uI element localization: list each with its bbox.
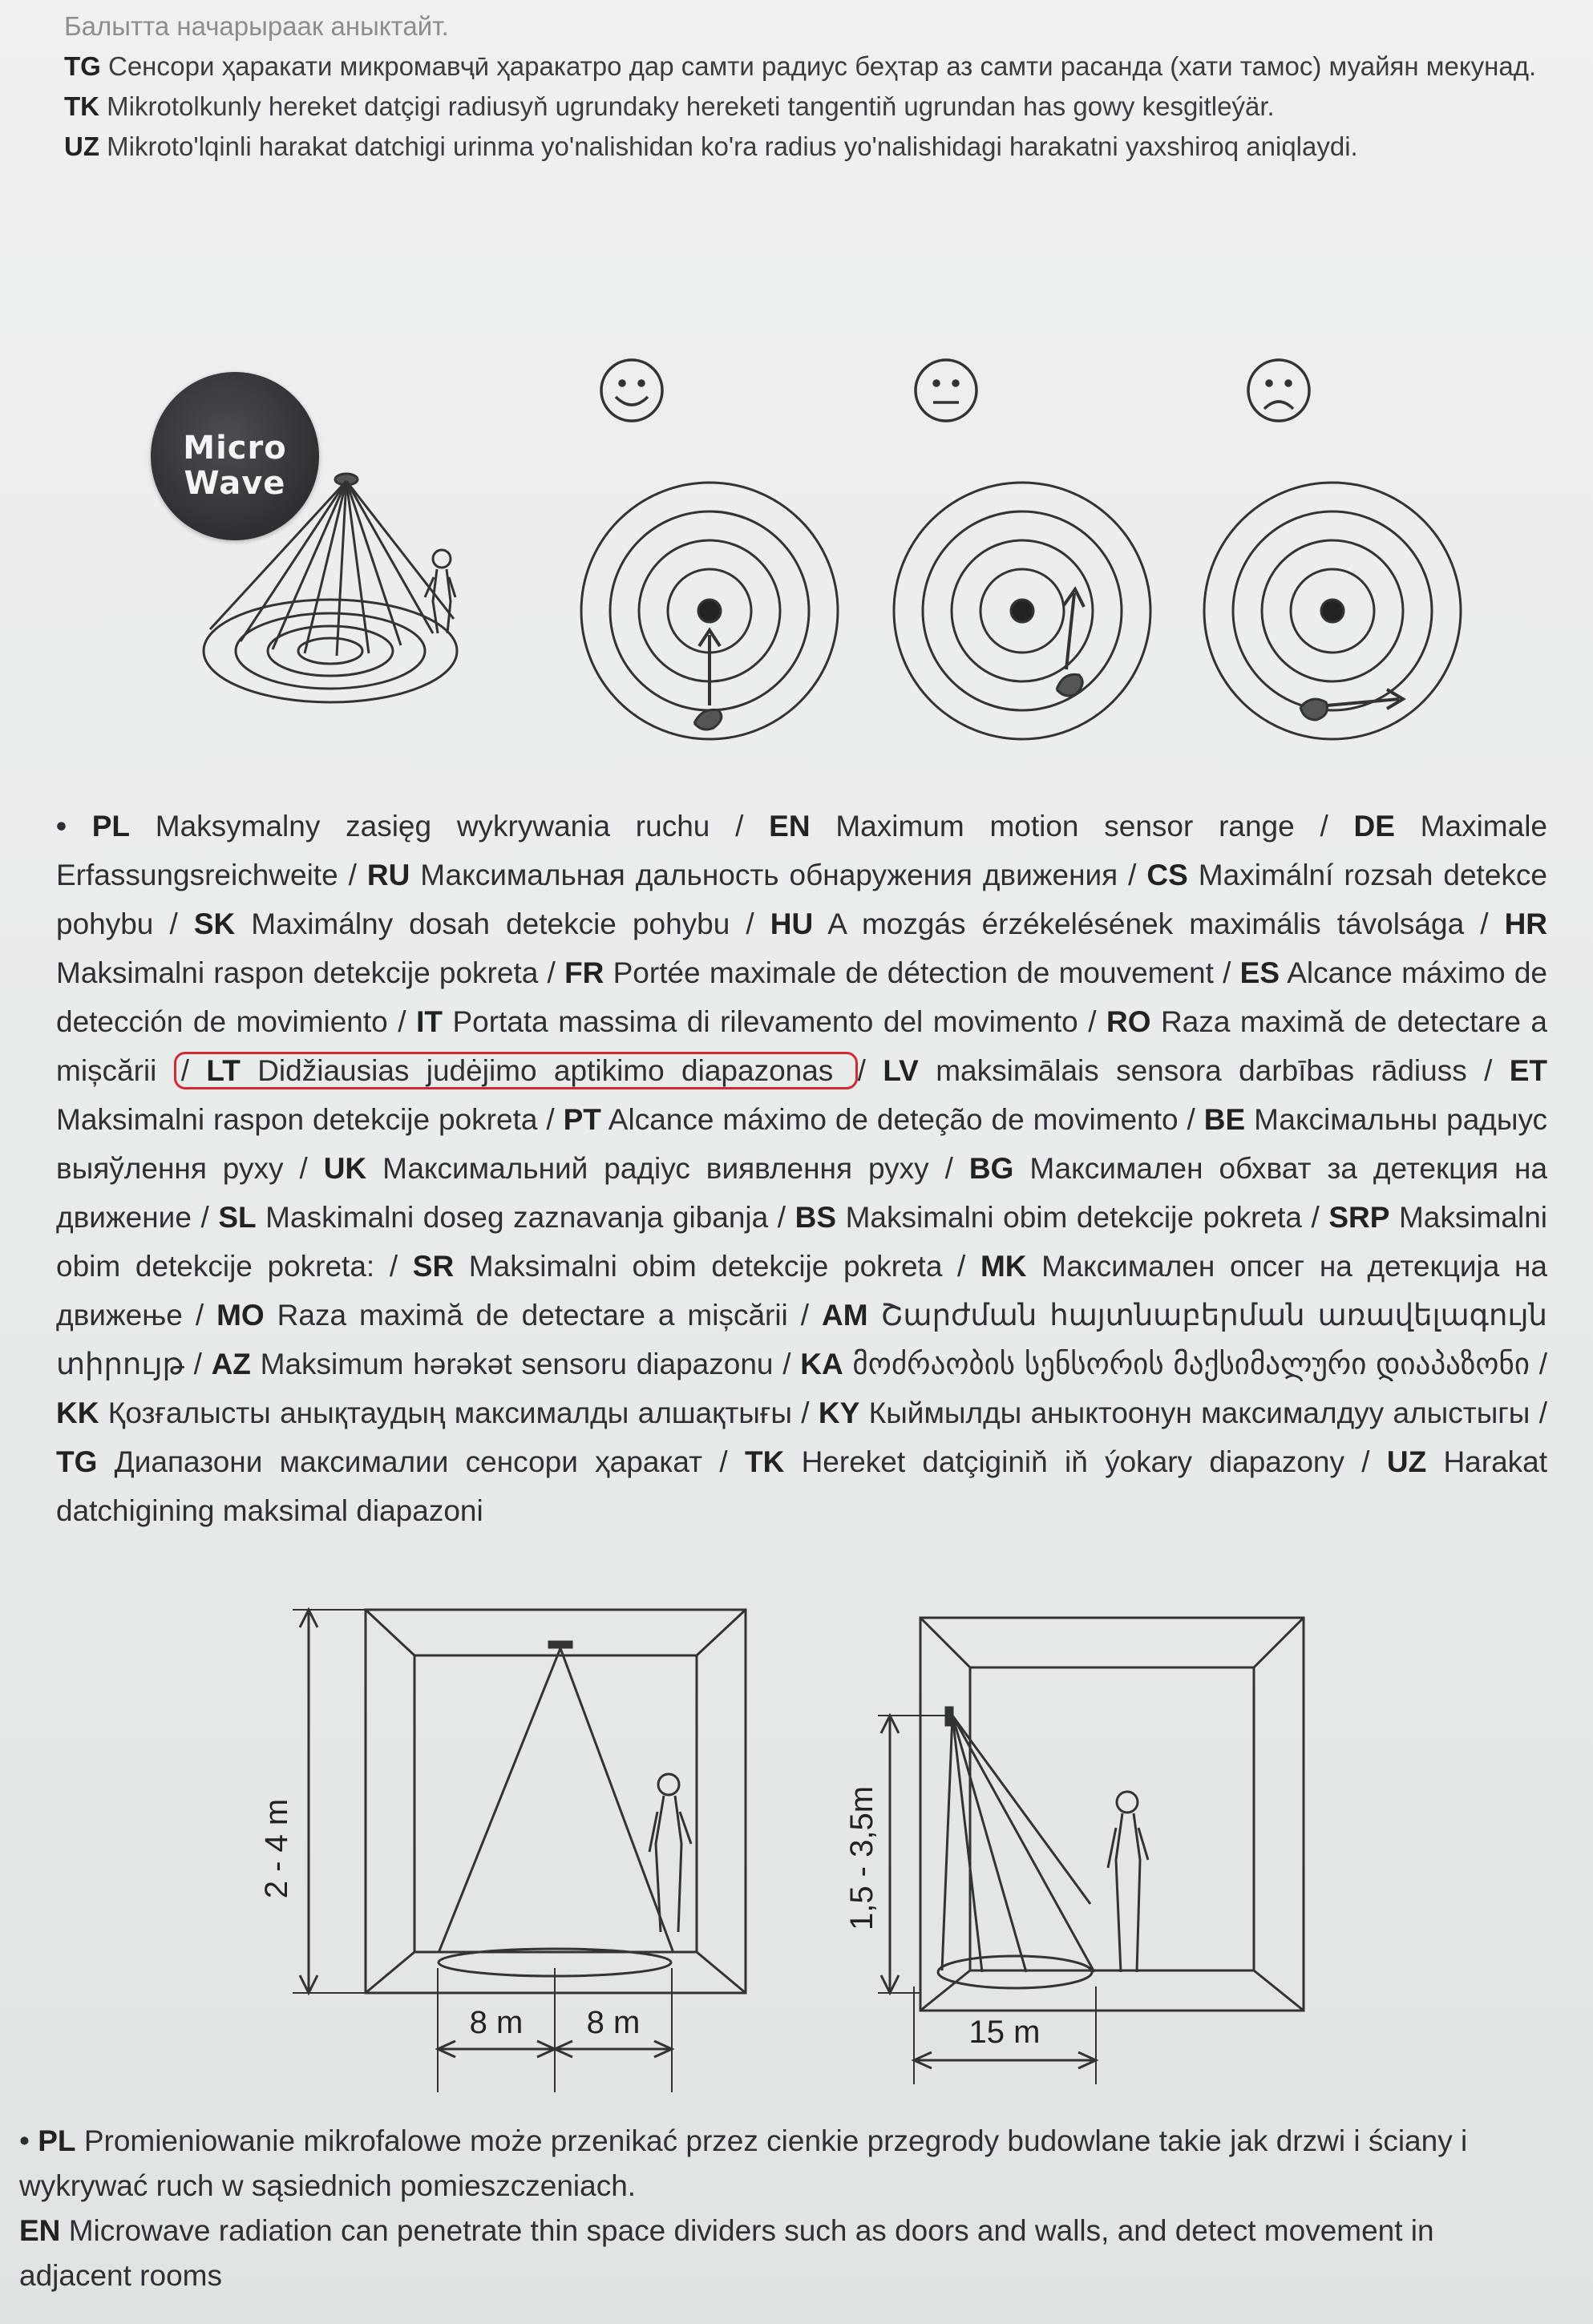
- range-entry-text: Didžiausias judėjimo aptikimo diapazonas: [240, 1054, 851, 1087]
- lang-code: TG: [56, 1445, 98, 1478]
- range-entry-text: Қозғалысты анықтаудың максималды алшақтығы: [99, 1396, 802, 1429]
- badge-line-1: Micro: [183, 430, 287, 467]
- range-entry-text: A mozgás érzékelésének maximális távolsága: [813, 907, 1481, 940]
- target-oblique-motion: [894, 483, 1150, 739]
- range-entry-text: Hereket datçiginiň iň ýokary diapazony: [784, 1445, 1362, 1478]
- lang-code: TK: [744, 1445, 785, 1478]
- lang-code: RO: [1106, 1005, 1151, 1038]
- bottom-en-text: Microwave radiation can penetrate thin space dividers such as doors and walls, and detect movement in adjacent rooms: [19, 2214, 1434, 2292]
- range-entry-tg: / TG Диапазони максималии сенсори ҳаракат: [56, 1396, 1547, 1478]
- right-span-label: 15 m: [968, 2015, 1041, 2050]
- range-entry-text: Максимальний радіус виявлення руху: [366, 1152, 945, 1185]
- range-entry-text: Maksimalni obim detekcije pokreta: [454, 1250, 958, 1283]
- range-entry-text: Harakat datchigining maksimal diapazoni: [56, 1445, 1547, 1527]
- lang-code: UZ: [64, 131, 99, 161]
- bottom-pl-text: Promieniowanie mikrofalowe może przenikać przez cienkie przegrody budowlane takie jak drzwi i ściany i wykrywać ruch w sąsiednich pomieszczeniach.: [19, 2124, 1468, 2202]
- lang-code: AM: [822, 1299, 868, 1332]
- range-entry-ka: / KA მოძრაობის სენსორის მაქსიმალური დიაპაზონი: [782, 1348, 1539, 1380]
- intro-tg-text: Сенсори ҳаракати микромавҷӣ ҳаракатро дар самти радиус беҳтар аз самти расанда (хати тамос) муайян мекунад.: [108, 51, 1537, 81]
- left-span-a-label: 8 m: [469, 2005, 524, 2040]
- smiley-neutral-icon: [916, 360, 976, 421]
- bullet: •: [56, 810, 92, 843]
- person-figure: [425, 550, 455, 633]
- lang-code: BG: [968, 1152, 1014, 1185]
- range-entry-srp: / SRP Maksimalni obim detekcije pokreta:: [56, 1201, 1548, 1283]
- lang-code: KK: [56, 1396, 99, 1429]
- range-entry-text: Maksimalni obim detekcije pokreta:: [56, 1201, 1548, 1283]
- range-entry-kk: / KK Қозғалысты анықтаудың максималды алшақтығы: [56, 1348, 1548, 1429]
- intro-line-0: Балытта начарыраак аныктайт.: [64, 11, 449, 41]
- lang-code: DE: [1353, 810, 1395, 843]
- range-entry-lt: / LT Didžiausias judėjimo aptikimo diapazonas: [174, 1052, 858, 1089]
- left-height-label: 2 - 4 m: [259, 1798, 294, 1899]
- target-radial-motion: [581, 483, 838, 739]
- lang-code: PT: [563, 1103, 601, 1136]
- smiley-sad-icon: [1248, 360, 1309, 421]
- range-entry-text: Maximum motion sensor range: [810, 810, 1320, 843]
- range-entry-text: Maksimalni obim detekcije pokreta: [836, 1201, 1312, 1234]
- range-entry-text: Maximální rozsah detekce pohybu: [56, 859, 1547, 940]
- range-entry-tk: / TK Hereket datçiginiň iň ýokary diapazony: [719, 1445, 1362, 1478]
- lang-code: MO: [216, 1299, 265, 1332]
- range-entry-lv: / LV maksimālais sensora darbības rādiuss: [857, 1054, 1485, 1087]
- lang-code: MK: [980, 1250, 1027, 1283]
- lang-code: LT: [206, 1054, 241, 1087]
- lang-code: EN: [769, 810, 811, 843]
- lang-code: SK: [193, 907, 236, 940]
- lang-code: UZ: [1386, 1445, 1427, 1478]
- microwave-badge-icon: [151, 372, 319, 540]
- range-entry-ru: / RU Максимальная дальность обнаружения движения: [348, 859, 1129, 891]
- range-entry-text: Raza maximă de detectare a mișcării: [56, 1005, 1547, 1087]
- range-entry-text: Maximálny dosah detekcie pohybu: [235, 907, 746, 940]
- smiley-happy-icon: [601, 360, 662, 421]
- range-entry-sl: / SL Maskimalni doseg zaznavanja gibanja: [200, 1201, 778, 1234]
- lang-code: KY: [818, 1396, 860, 1429]
- target-tangential-motion: [1204, 483, 1461, 739]
- range-entry-mo: / MO Raza maximă de detectare a mișcării: [195, 1299, 801, 1332]
- range-entry-cs: / CS Maximální rozsah detekce pohybu: [56, 859, 1547, 940]
- range-entry-mk: / MK Максимален опсег на детекција на движење: [56, 1250, 1548, 1332]
- range-entry-de: / DE Maximale Erfassungsreichweite: [56, 810, 1547, 891]
- lang-code: LV: [883, 1054, 919, 1087]
- range-entry-text: Maskimalni doseg zaznavanja gibanja: [256, 1201, 778, 1234]
- range-entry-be: / BE Максімальны радыус выяўлення руху: [56, 1103, 1548, 1185]
- range-entry-text: maksimālais sensora darbības rādiuss: [918, 1054, 1485, 1087]
- range-entry-am: / AM Շարժման հայտնաբերման առավելագույն տիրույթ: [56, 1299, 1548, 1380]
- lang-code: EN: [19, 2214, 61, 2247]
- range-multilingual-text: [56, 802, 1547, 1535]
- range-entry-text: Maksymalny zasięg wykrywania ruchu: [130, 810, 736, 843]
- range-entry-ky: / KY Кыймылды аныктоонун максималдуу алыстыгы: [801, 1396, 1539, 1429]
- lang-code: CS: [1146, 859, 1188, 891]
- lang-code: SL: [218, 1201, 257, 1234]
- range-entry-it: / IT Portata massima di rilevamento del movimento: [398, 1005, 1089, 1038]
- intro-tk-text: Mikrotolkunly hereket datçigi radiusyň ugrundaky hereketi tangentiň ugrundan has gowy kesgitleýär.: [107, 91, 1275, 121]
- range-entry-text: Максимальная дальность обнаружения движения: [410, 859, 1129, 891]
- range-entry-hu: / HU A mozgás érzékelésének maximális távolsága: [746, 907, 1481, 940]
- lang-code: SRP: [1328, 1201, 1390, 1234]
- range-entry-text: Alcance máximo de deteção de movimento: [600, 1103, 1187, 1136]
- lang-code: PL: [91, 810, 130, 843]
- range-entry-text: Maksimalni raspon detekcije pokreta: [56, 1103, 547, 1136]
- intro-uz-text: Mikroto'lqinli harakat datchigi urinma yo'nalishidan ko'ra radius yo'nalishidagi harakatni yaxshiroq aniqlaydi.: [107, 131, 1358, 161]
- lang-code: IT: [416, 1005, 443, 1038]
- lang-code: UK: [323, 1152, 367, 1185]
- lang-code: ES: [1239, 956, 1280, 989]
- lang-code: TK: [64, 91, 99, 121]
- microwave-penetration-text: [19, 2119, 1542, 2298]
- right-height-label: 1,5 - 3,5m: [844, 1785, 879, 1931]
- lang-code: TG: [64, 51, 101, 81]
- range-entry-sk: / SK Maximálny dosah detekcie pohybu: [169, 907, 746, 940]
- range-entry-text: მოძრაობის სენსორის მაქსიმალური დიაპაზონი: [843, 1348, 1539, 1380]
- range-entry-text: Շարժման հայտնաբերման առավելագույն տիրույթ: [56, 1299, 1548, 1380]
- range-paragraph: [56, 802, 1547, 1535]
- range-entry-az: / AZ Maksimum hərəkət sensoru diapazonu: [193, 1348, 783, 1380]
- lang-code: HU: [770, 907, 814, 940]
- lang-code: PL: [38, 2124, 76, 2157]
- range-entry-text: Maksimum hərəkət sensoru diapazonu: [250, 1348, 783, 1380]
- range-entry-text: Raza maximă de detectare a mișcării: [264, 1299, 801, 1332]
- room-diagram-wall: [878, 1618, 1304, 2084]
- range-entry-text: Portée maximale de détection de mouvement: [604, 956, 1223, 989]
- range-entry-ro: / RO Raza maximă de detectare a mișcării: [56, 1005, 1547, 1087]
- lang-code: BE: [1203, 1103, 1246, 1136]
- range-entry-text: Maximale Erfassungsreichweite: [56, 810, 1547, 891]
- lang-code: RU: [366, 859, 410, 891]
- range-entry-en: / EN Maximum motion sensor range: [735, 810, 1320, 843]
- range-entry-pt: / PT Alcance máximo de deteção de movimento: [546, 1103, 1187, 1136]
- left-span-b-label: 8 m: [586, 2005, 641, 2040]
- range-entry-text: Максимален опсег на детекција на движење: [56, 1250, 1548, 1332]
- lang-code: KA: [800, 1348, 843, 1380]
- range-entry-text: Alcance máximo de detección de movimiento: [56, 956, 1547, 1038]
- range-entry-es: / ES Alcance máximo de detección de movimiento: [56, 956, 1547, 1038]
- lang-code: SR: [412, 1250, 455, 1283]
- range-entry-text: Максімальны радыус выяўлення руху: [56, 1103, 1548, 1185]
- range-entry-pl: [92, 810, 735, 843]
- range-entry-fr: / FR Portée maximale de détection de mouvement: [547, 956, 1223, 989]
- lang-code: HR: [1504, 907, 1548, 940]
- range-entry-et: / ET Maksimalni raspon detekcije pokreta: [56, 1054, 1547, 1136]
- range-entry-text: Максимален обхват за детекция на движение: [56, 1152, 1548, 1234]
- range-entry-bg: / BG Максимален обхват за детекция на движение: [56, 1152, 1548, 1234]
- lang-code: AZ: [211, 1348, 251, 1380]
- range-entry-sr: / SR Maksimalni obim detekcije pokreta: [389, 1250, 958, 1283]
- range-entry-uz: / UZ Harakat datchigining maksimal diapazoni: [56, 1445, 1547, 1527]
- range-entry-text: Portata massima di rilevamento del movimento: [442, 1005, 1089, 1038]
- range-entry-text: Maksimalni raspon detekcije pokreta: [56, 956, 548, 989]
- range-entry-text: Диапазони максималии сенсори ҳаракат: [97, 1445, 720, 1478]
- range-entry-hr: / HR Maksimalni raspon detekcije pokreta: [56, 907, 1548, 989]
- lang-code: BS: [794, 1201, 837, 1234]
- badge-line-2: Wave: [184, 465, 286, 502]
- bottom-pl: [19, 2119, 1542, 2209]
- lang-code: ET: [1509, 1054, 1547, 1087]
- range-entry-text: Кыймылды аныктоонун максималдуу алыстыгы: [859, 1396, 1539, 1429]
- bullet: •: [19, 2124, 30, 2157]
- lang-code: FR: [564, 956, 604, 989]
- range-entry-bs: / BS Maksimalni obim detekcije pokreta: [777, 1201, 1312, 1234]
- range-entry-uk: / UK Максимальний радіус виявлення руху: [299, 1152, 945, 1185]
- bottom-en: [19, 2209, 1542, 2298]
